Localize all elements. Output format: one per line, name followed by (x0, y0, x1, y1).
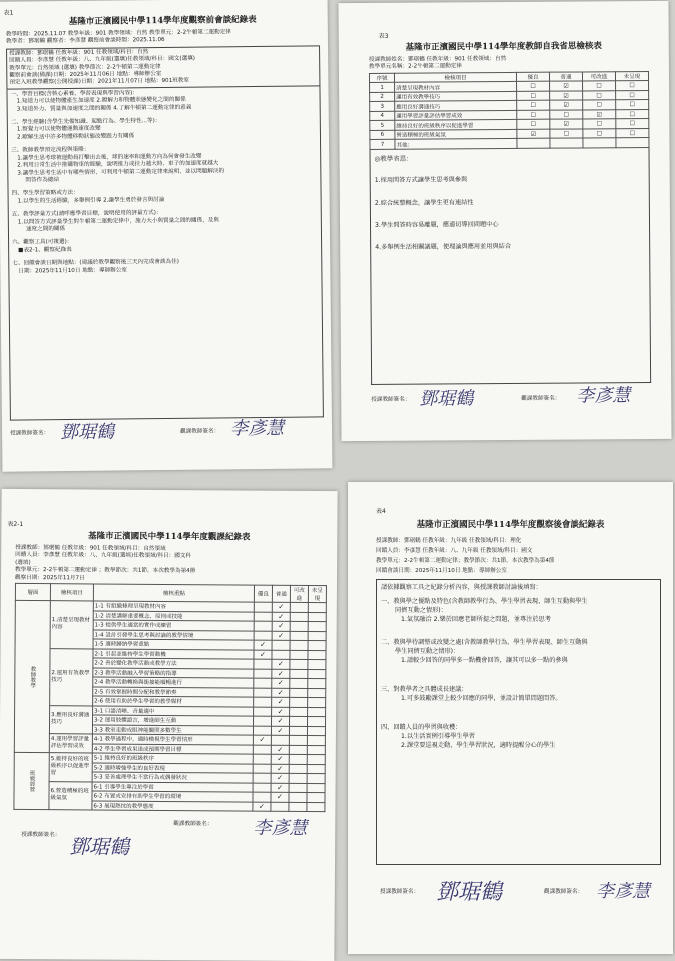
checkbox-cell[interactable]: ☑ (583, 110, 616, 120)
info-row: 回饋人員：李彥慧 任教年級：八、九年級(選填)任教領域/科目：國文(選填) (9, 55, 196, 64)
rating-cell[interactable] (254, 669, 272, 679)
col-header: 未呈現 (615, 71, 648, 81)
info-box (6, 45, 320, 89)
observation-table (13, 583, 327, 812)
rating-cell[interactable]: ✓ (271, 726, 289, 736)
info-row: 教學者：鄧琚鶴 觀察者：李彥慧 觀察前會談時間：2025.11.06 (5, 37, 165, 46)
check-point: 1-5 適時歸納學習重點 (93, 639, 254, 650)
rating-cell[interactable] (289, 754, 307, 764)
checkbox-cell[interactable]: ☐ (517, 91, 550, 101)
rating-cell[interactable]: ✓ (272, 688, 290, 698)
check-point: 3-1 口語清晰、音量適中 (93, 706, 254, 717)
rating-cell[interactable]: ✓ (253, 735, 271, 745)
rating-cell[interactable] (289, 802, 307, 812)
check-item-cell: 4.運用學習評量評估學習成效 (49, 734, 92, 753)
rating-cell[interactable] (290, 621, 308, 631)
rating-cell[interactable] (289, 745, 307, 755)
col-header: 檢核項目 (50, 584, 93, 601)
rating-cell[interactable] (308, 698, 326, 708)
section-heading: 七、回饋會談日期與地點：(建議於教學觀察後三天內完成會談為佳) (12, 259, 179, 267)
observer-signature: 李彥慧 (596, 881, 650, 902)
rating-cell[interactable]: ✓ (272, 697, 290, 707)
rating-cell[interactable] (289, 764, 307, 774)
checkbox-cell[interactable]: ☐ (517, 81, 550, 91)
rating-cell[interactable] (308, 612, 326, 622)
rating-cell[interactable] (290, 678, 308, 688)
row-number: 4 (370, 111, 395, 121)
checkbox-cell[interactable]: ☐ (583, 81, 616, 91)
info-row: 授課教師姓名：鄧琚鶴 任教年級：901 任教領域：自然 (368, 55, 507, 63)
info-row: 教學單元：自然領域 (選填) 教學節次：2-2牛頓第二運動定律 (9, 63, 161, 72)
check-point: 6-2 布置或安排有助學生學習的環境 (92, 791, 253, 802)
form-tag: 表1 (3, 9, 14, 17)
check-point: 2-4 教學活動轉換與銜接能順暢進行 (93, 677, 254, 688)
form-tag: 表4 (376, 508, 386, 515)
check-point: 4-2 學生學習成果達成預期學習目標 (92, 744, 253, 755)
feedback-box (376, 579, 661, 865)
teacher-signature: 鄧琚鶴 (59, 421, 115, 443)
checkbox-cell[interactable] (550, 138, 583, 148)
observer-signature: 李彥慧 (253, 817, 308, 840)
checkbox-cell[interactable]: ☐ (583, 100, 616, 110)
reflection-item: 4.多舉例生活相關議題，使理論與應用並用與結合 (375, 243, 512, 252)
rating-cell[interactable] (307, 736, 325, 746)
answer-text: 1.以生活實例引導學生學習 (401, 733, 475, 741)
rating-cell[interactable] (254, 602, 272, 612)
check-point: 6-1 引導學生專注於學習 (92, 782, 253, 793)
info-row: 教學時間：2025.11.07 教學年級：901 教學領域：自然 教學單元：2-2牛頓第二運動定律 (5, 29, 231, 38)
pre-observation-form (0, 0, 332, 472)
intro-text: 請依據觀察工具之紀錄分析內容，與授課教師討論後填寫： (381, 584, 542, 591)
rating-cell[interactable] (272, 650, 290, 660)
checkbox-cell[interactable]: ☑ (550, 81, 583, 91)
checkbox-cell[interactable]: ☐ (616, 128, 649, 138)
row-number: 7 (370, 140, 395, 150)
section-text: 1.知道力可以使物體產生加速度 2.瞭解力和物體狀態變化之間的關係 (16, 97, 186, 105)
checkbox-cell[interactable]: ☐ (616, 100, 649, 110)
rating-cell[interactable]: ✓ (254, 640, 272, 650)
row-number: 1 (370, 83, 395, 93)
row-number: 5 (370, 121, 395, 131)
rating-cell[interactable]: ✓ (271, 773, 289, 783)
rating-cell[interactable]: ✓ (272, 631, 290, 641)
section-text: 1.以學生的生活經驗，多舉例引導 2.讓學生勇於發言與討論 (17, 196, 165, 205)
check-point: 2-3 教學活動融入學習策略的指導 (93, 668, 254, 679)
question-heading: 學生同儕互動之情形)： (395, 648, 460, 656)
teacher-sign-label: 授課教師簽名： (10, 430, 50, 437)
checkbox-cell[interactable]: ☐ (583, 119, 616, 129)
form-title: 基隆市正濱國民中學114學年度觀課紀錄表 (88, 531, 251, 543)
rating-cell[interactable] (289, 726, 307, 736)
row-number: 2 (370, 92, 395, 102)
rating-cell[interactable]: ✓ (272, 621, 290, 631)
rating-cell[interactable] (307, 764, 325, 774)
col-header: 普通 (549, 72, 582, 82)
checkbox-cell[interactable]: ☐ (616, 90, 649, 100)
section-text: 1.以問答方式評量學生對牛頓第二運動定律中，施力大小與質量之間的關係，及與 (17, 216, 220, 226)
rating-cell[interactable] (290, 669, 308, 679)
rating-cell[interactable] (290, 659, 308, 669)
rating-cell[interactable] (253, 773, 271, 783)
observation-record-form (0, 489, 338, 961)
rating-cell[interactable] (290, 631, 308, 641)
rating-cell[interactable] (290, 602, 308, 612)
rating-cell[interactable] (289, 773, 307, 783)
rating-cell[interactable] (254, 678, 272, 688)
section-text: ■表2-1、觀察紀錄表 (18, 246, 72, 254)
col-header: 序號 (369, 73, 394, 83)
check-item: 運用學習評量評估學習成效 (395, 110, 517, 120)
check-item: 其他： (395, 139, 517, 149)
section-heading: 四、學生學習策略或方法： (11, 190, 79, 197)
check-item: 營造積極的班級氣氛 (395, 129, 517, 139)
col-header: 檢核項目 (394, 72, 516, 82)
section-text: 問答作為總結 (25, 177, 60, 184)
rating-cell[interactable] (308, 641, 326, 651)
checkbox-cell[interactable]: ☑ (550, 100, 583, 110)
reflection-heading: ◎教學省思： (374, 154, 413, 163)
rating-cell[interactable]: ✓ (272, 707, 290, 717)
col-header: 優良 (516, 72, 549, 82)
question-heading: 同儕互動之情形)： (395, 607, 447, 615)
col-header: 檢核重點 (93, 584, 254, 602)
rating-cell[interactable] (289, 716, 307, 726)
check-point: 1-2 清楚講解重要概念、原則或技能 (93, 611, 254, 622)
observer-sign-label: 觀課教師簽名： (173, 821, 213, 828)
check-point: 5-2 適時增強學生的良好表現 (92, 763, 253, 774)
info-row: 回饋人員：李彥慧 任教年級：八、九年級(選填)任教領域/科目：國文科 (15, 552, 192, 560)
checkbox-cell[interactable]: ☐ (616, 81, 649, 91)
rating-cell[interactable] (308, 679, 326, 689)
check-item-cell: 5.維持良好的班級秩序以促進學習 (49, 753, 92, 782)
rating-cell[interactable]: ✓ (271, 783, 289, 793)
section-heading: 二、學生經驗(含學生先備知識、起點行為、學生特性...等)： (10, 118, 161, 126)
section-text: 日期：2025年11月10日 地點：導師辦公室 (18, 266, 127, 275)
section-text: 3.讓學生思考生活中有哪些情形，可利用牛頓第二運動定律來說明，並以問題解決的 (17, 167, 225, 177)
checkbox-cell[interactable]: ☐ (583, 129, 616, 139)
col-header: 普通 (272, 585, 290, 602)
check-point: 2-6 使用有助於學生學習的教學媒材 (93, 696, 254, 707)
col-header: 未呈現 (308, 586, 326, 603)
rating-cell[interactable]: ✓ (253, 802, 271, 812)
info-row: 授課教師：鄧琚鶴 任教年級：901 任教領域/科目：自然領域 (15, 544, 166, 552)
teacher-sign-label: 授課教師簽名： (371, 396, 411, 403)
rating-cell[interactable]: ✓ (271, 716, 289, 726)
rating-cell[interactable] (290, 707, 308, 717)
rating-cell[interactable] (253, 726, 271, 736)
info-row: 教學單元：2-2牛頓第二運動定律；教學節次：共1節，本次教學為第4節 (376, 558, 555, 564)
answer-text: 1.請較少回答的同學多一點機會回答，讓其可以多一點的參與 (401, 657, 568, 665)
check-point: 1-1 有組織條理呈現教材內容 (93, 601, 254, 612)
rating-cell[interactable]: ✓ (271, 745, 289, 755)
rating-cell[interactable]: ✓ (272, 659, 290, 669)
dimension-cell: 教師教學 (14, 600, 50, 752)
section-text: 2.瞭解生活中許多物體移動狀態改變跟力有關係 (16, 133, 135, 141)
question-heading: 三、對教學者之具體成長建議： (381, 686, 468, 694)
checkbox-cell[interactable] (616, 138, 649, 148)
checkbox-cell[interactable]: ☐ (517, 100, 550, 110)
check-point: 1-4 設計引發學生思考與討論的教學情境 (93, 630, 254, 641)
col-header: 優良 (254, 585, 272, 602)
info-row: 授課教師：鄧琚鶴 任教年級：九年級 任教領域/科目：理化 (376, 538, 522, 544)
rating-cell[interactable] (308, 650, 326, 660)
checkbox-cell[interactable]: ☐ (517, 119, 550, 129)
rating-cell[interactable] (308, 631, 326, 641)
teacher-sign-label: 授課教師簽名： (380, 889, 420, 895)
check-point: 5-3 妥善處理學生不當行為或偶發狀況 (92, 772, 253, 783)
rating-cell[interactable] (254, 697, 272, 707)
answer-text: 1.可多鼓勵課堂上較少回應的同學，並設計簡單問題問答。 (401, 695, 562, 703)
check-item: 維持良好的班級秩序以促進學習 (395, 120, 517, 130)
check-item-cell: 6.營造積極的班級氣氛 (49, 781, 92, 810)
section-text: 3.知道外力、質量與加速度之間的關係 4.了解牛頓第二運動定律的意義 (16, 104, 192, 113)
rating-cell[interactable] (308, 622, 326, 632)
rating-cell[interactable] (308, 707, 326, 717)
section-heading: 一、學習目標(含核心素養、學習表現與學習內容)： (10, 90, 138, 98)
check-point: 6-3 展現熱忱的教學態度 (92, 801, 253, 812)
col-header: 層面 (15, 583, 50, 600)
col-header: 可改進 (582, 72, 615, 82)
rating-cell[interactable] (307, 755, 325, 765)
teacher-signature: 鄧琚鶴 (419, 388, 474, 410)
check-item-cell: 1.清楚呈現教材內容 (50, 601, 93, 649)
checkbox-cell[interactable]: ☑ (517, 129, 550, 139)
section-heading: 六、觀察工具(可複選)： (12, 239, 73, 246)
check-point: 2-2 善於變化教學活動或教學方法 (93, 658, 254, 669)
rating-cell[interactable] (308, 660, 326, 670)
info-row: 教學單元名稱：2-2牛頓第二運動定律 (368, 63, 462, 71)
rating-cell[interactable] (290, 650, 308, 660)
checkbox-cell[interactable]: ☐ (616, 109, 649, 119)
observer-sign-label: 觀課教師簽名： (521, 395, 561, 402)
rating-cell[interactable] (307, 717, 325, 727)
rating-cell[interactable] (254, 659, 272, 669)
rating-cell[interactable] (272, 640, 290, 650)
reflection-item: 3.學生問答時容易離題，應適切導回問題中心 (375, 221, 499, 229)
post-observation-form (348, 482, 673, 954)
check-item-cell: 3.應用良好溝通技巧 (49, 705, 92, 734)
question-heading: 一、教與學之優點及特色(含教師教學行為、學生學習表現、師生互動與學生 (381, 598, 588, 606)
checkbox-cell[interactable]: ☐ (550, 110, 583, 120)
teacher-sign-label: 授課教師簽名： (21, 832, 61, 839)
check-point: 5-1 維持良好的班級秩序 (92, 753, 253, 764)
rating-cell[interactable] (271, 735, 289, 745)
rating-cell[interactable]: ✓ (271, 792, 289, 802)
rating-cell[interactable] (254, 631, 272, 641)
row-number: 3 (370, 102, 395, 112)
rating-cell[interactable]: ✓ (272, 669, 290, 679)
rating-cell[interactable] (308, 669, 326, 679)
observer-signature: 李彥慧 (576, 384, 631, 407)
check-point: 3-3 教室走動或眼神能關照多數學生 (92, 725, 253, 736)
rating-cell[interactable] (290, 640, 308, 650)
checkbox-cell[interactable]: ☐ (616, 119, 649, 129)
rating-cell[interactable]: ✓ (272, 612, 290, 622)
answer-text: 1.氣氛融洽 2.樂於回應老師所提之問題，並專注於思考 (401, 616, 551, 624)
row-number: 6 (370, 130, 395, 140)
col-header: 可改進 (290, 585, 308, 602)
check-point: 3-2 運用肢體語言，增進師生互動 (93, 715, 254, 726)
rating-cell[interactable] (307, 745, 325, 755)
rating-cell[interactable] (289, 735, 307, 745)
rating-cell[interactable] (254, 707, 272, 717)
rating-cell[interactable]: ✓ (254, 650, 272, 660)
content-box (6, 86, 323, 420)
question-heading: 二、教與學待調整或改變之處(含教師教學行為、學生學習表現、師生互動與 (381, 639, 588, 647)
rating-cell[interactable] (308, 603, 326, 613)
rating-cell[interactable] (289, 792, 307, 802)
checkbox-cell[interactable]: ☑ (550, 91, 583, 101)
observer-sign-label: 觀課教師簽名： (180, 428, 220, 435)
checkbox-cell[interactable]: ☐ (517, 110, 550, 120)
info-row: (選填) (15, 559, 31, 566)
check-point: 1-3 提供學生適當的實作或練習 (93, 620, 254, 631)
rating-cell[interactable] (254, 621, 272, 631)
rating-cell[interactable]: ✓ (272, 602, 290, 612)
rating-cell[interactable] (307, 774, 325, 784)
observer-signature: 李彥慧 (229, 417, 285, 440)
rating-cell[interactable]: ✓ (272, 678, 290, 688)
form-title: 基隆市正濱國民中學114學年度觀察後會談紀錄表 (416, 520, 605, 530)
check-point: 4-1 教學過程中，適時檢視學生學習情形 (92, 734, 253, 745)
rating-cell[interactable] (290, 688, 308, 698)
info-row: 教學單元：2-2牛頓第二運動定律 ；教學節次：共1節，本次教學為第4節 (15, 567, 196, 575)
rating-cell[interactable]: ✓ (271, 764, 289, 774)
info-row: 觀察日期：2025年11月7日 (15, 574, 85, 582)
rating-cell[interactable] (253, 754, 271, 764)
rating-cell[interactable] (253, 745, 271, 755)
checkbox-cell[interactable] (517, 138, 550, 148)
reflection-item: 2.綜合統整概念，讓學生更有連結性 (374, 198, 474, 207)
section-heading: 三、教師教學預定流程與策略： (11, 147, 90, 154)
rating-cell[interactable] (253, 716, 271, 726)
section-text: 1.讓學生思考球被運動員打擊出去後，球的速率和運動方向為何會發生改變 (17, 153, 202, 162)
info-row: 預定入班教學觀察(公開授課)日期：2021年11月07日 地點：901班教室 (9, 78, 189, 87)
rating-cell[interactable] (253, 783, 271, 793)
teacher-signature: 鄧琚鶴 (436, 880, 503, 905)
rating-cell[interactable] (289, 783, 307, 793)
section-text: 1.察覺力可以使物體運動速度改變 (16, 126, 101, 134)
checkbox-cell[interactable]: ☐ (583, 91, 616, 101)
info-row: 回饋人員：李彥慧 任教年級：八、九年級 任教領域/科目：國文 (376, 548, 533, 554)
rating-cell[interactable] (290, 612, 308, 622)
info-row: 授課教師：鄧琚鶴 任教年級：901 任教領域/科目：自然 (9, 48, 149, 57)
form-tag: 表2-1 (7, 520, 24, 528)
rating-cell[interactable] (253, 764, 271, 774)
rating-cell[interactable]: ✓ (271, 754, 289, 764)
check-item: 應用良好溝通技巧 (395, 101, 517, 111)
rating-cell[interactable] (253, 792, 271, 802)
rating-cell[interactable] (307, 726, 325, 736)
info-row: 觀察前會談(備課)日期：2025年11月06日 地點：導師辦公室 (9, 71, 162, 79)
reflection-item: 1.採用問答方式讓學生思考與參與 (374, 176, 468, 185)
rating-cell[interactable] (308, 688, 326, 698)
form-title: 基隆市正濱國民中學114學年度觀察前會談紀錄表 (68, 15, 257, 27)
observer-sign-label: 觀課教師簽名： (544, 889, 584, 895)
reflection-box (369, 148, 651, 385)
dimension-cell: 班級經營 (14, 752, 49, 809)
info-row: 回饋會談日期：2025年11月10日 地點：導師辦公室 (376, 568, 507, 574)
checklist-table (369, 71, 650, 150)
self-reflection-form (338, 1, 671, 441)
check-item-cell: 2.運用有效教學技巧 (50, 648, 93, 705)
rating-cell[interactable] (307, 802, 325, 812)
rating-cell[interactable] (271, 802, 289, 812)
rating-cell[interactable] (307, 793, 325, 803)
rating-cell[interactable] (307, 783, 325, 793)
question-heading: 四、回饋人員的學習與收穫： (381, 724, 462, 732)
checkbox-cell[interactable] (583, 138, 616, 148)
rating-cell[interactable] (254, 612, 272, 622)
rating-cell[interactable] (254, 688, 272, 698)
section-heading: 五、教學評量方式(請呼應學習目標，說明使用的評量方式)： (11, 210, 162, 218)
check-item: 運用有效教學技巧 (395, 91, 517, 101)
form-title: 基隆市正濱國民中學114學年度教師自我省思檢核表 (405, 41, 602, 53)
checkbox-cell[interactable]: ☐ (550, 129, 583, 139)
rating-cell[interactable] (290, 697, 308, 707)
checkbox-cell[interactable]: ☑ (550, 119, 583, 129)
section-text: 2.利用日常生活中推購物車的經驗，說明推力或拉力越大時，車子的加速度就越大 (17, 160, 219, 169)
check-point: 2-1 引起並維持學生學習動機 (93, 649, 254, 660)
teacher-signature: 鄧琚鶴 (69, 834, 130, 859)
section-text: 速度之間的關係 (25, 225, 66, 233)
answer-text: 2.課堂要巡視走動，學生學習狀況，適時提醒分心的學生 (401, 742, 556, 750)
check-item: 清楚呈現教材內容 (395, 82, 517, 92)
form-tag: 表3 (378, 32, 389, 40)
check-point: 2-5 有效掌握時間分配和教學節奏 (93, 687, 254, 698)
